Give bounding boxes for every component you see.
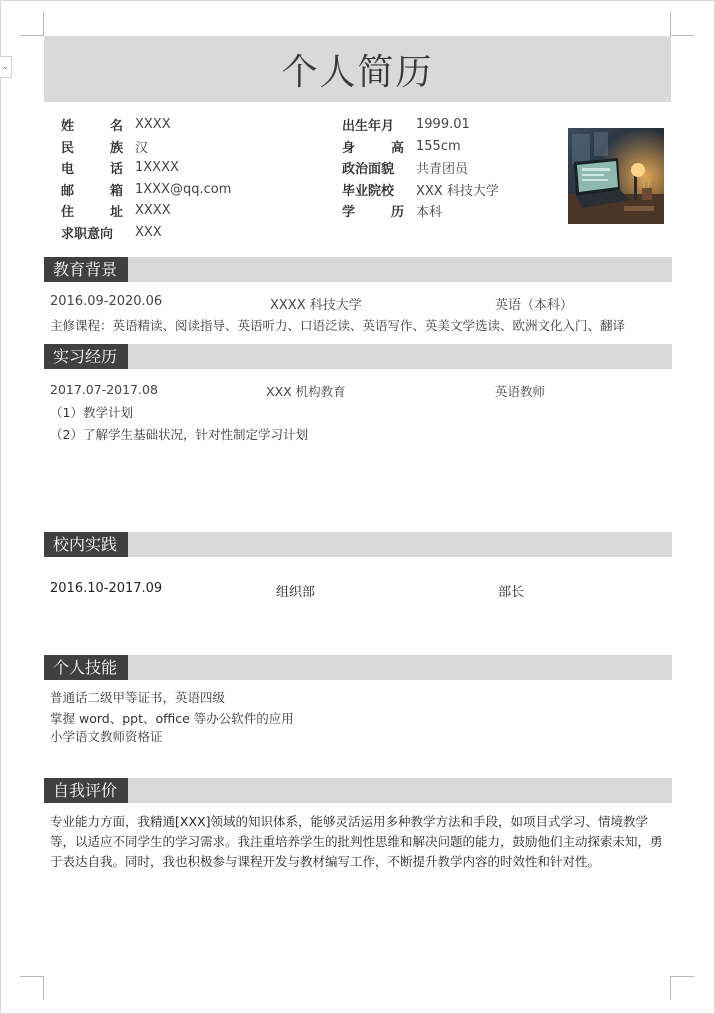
internship-org: XXX 机构教育 — [266, 384, 346, 399]
info-value-political: 共青团员 — [416, 162, 469, 178]
section-campus — [44, 532, 672, 557]
internship-item: （2）了解学生基础状况，针对性制定学习计划 — [50, 427, 308, 442]
internship-period: 2017.07-2017.08 — [50, 382, 158, 397]
info-row-school: 毕业院校 XXX 科技大学 — [342, 179, 499, 201]
info-value-name: XXXX — [135, 117, 171, 133]
section-education — [44, 257, 672, 282]
education-school: XXXX 科技大学 — [270, 298, 362, 313]
info-value-birth: 1999.01 — [416, 117, 470, 133]
section-internship — [44, 344, 672, 369]
skill-item: 普通话二级甲等证书，英语四级 — [50, 690, 226, 705]
info-row-birth: 出生年月 1999.01 — [342, 117, 470, 135]
internship-role: 英语教师 — [495, 384, 546, 399]
section-education-title: 教育背景 — [44, 257, 128, 282]
desk-scene-image — [568, 128, 664, 224]
info-value-height: 155cm — [416, 138, 461, 154]
info-value-email: 1XXX@qq.com — [135, 181, 232, 197]
info-row-height: 身 高 155cm — [342, 138, 461, 156]
info-value-job-intent: XXX — [135, 224, 162, 240]
info-value-address: XXXX — [135, 203, 171, 219]
info-value-school: XXX 科技大学 — [416, 183, 499, 199]
section-self-eval-title: 自我评价 — [44, 778, 128, 803]
campus-period: 2016.10-2017.09 — [50, 581, 163, 596]
resume-title: 个人简历 — [281, 51, 434, 93]
self-eval-text: 专业能力方面，我精通[XXX]领域的知识体系，能够灵活运用多种教学方法和手段，如项目式学习、情境教学等，以适应不同学生的学习需求。我注重培养学生的批判性思维和解决问题的能力，鼓励他们主动探索未知，勇于表达自我。同时，我也积极参与课程开发与教材编写工作，不断提升教学内容的时效性和针对性。 — [50, 814, 663, 869]
section-self-eval — [44, 778, 672, 803]
education-major: 英语（本科） — [495, 298, 574, 313]
campus-org: 组织部 — [276, 585, 316, 600]
skill-item: 小学语文教师资格证 — [50, 729, 163, 744]
info-row-email: 邮 箱 1XXX@qq.com — [61, 181, 232, 199]
info-row-phone: 电 话 1XXXX — [61, 160, 179, 178]
info-row-degree: 学 历 本科 — [342, 200, 499, 222]
personal-info-right — [342, 114, 499, 222]
crop-mark-top-left — [20, 12, 44, 36]
crop-mark-top-right — [670, 12, 694, 36]
info-value-ethnicity: 汉 — [135, 140, 149, 156]
education-courses: 主修课程：英语精读、阅读指导、英语听力、口语泛读、英语写作、英美文学选读、欧洲文化入门、翻译 — [50, 318, 626, 333]
crop-mark-bottom-right — [670, 976, 694, 1000]
education-row — [50, 294, 670, 313]
info-row-name: 姓 名 XXXX — [61, 117, 171, 135]
info-row-address: 住 址 XXXX — [61, 203, 171, 221]
internship-row — [50, 382, 670, 400]
section-campus-title: 校内实践 — [44, 532, 128, 557]
internship-item: （1）教学计划 — [50, 405, 133, 420]
skill-item: 掌握 word、ppt、office 等办公软件的应用 — [50, 711, 294, 726]
section-skills — [44, 655, 672, 680]
crop-mark-bottom-left — [20, 976, 44, 1000]
campus-role: 部长 — [498, 585, 525, 600]
education-period: 2016.09-2020.06 — [50, 294, 163, 309]
chevron-down-icon[interactable]: ⌄ — [0, 56, 12, 78]
info-row-political: 政治面貌 共青团员 — [342, 157, 499, 179]
profile-photo — [568, 128, 664, 224]
info-value-degree: 本科 — [416, 205, 443, 221]
campus-row — [50, 581, 670, 600]
section-internship-title: 实习经历 — [44, 344, 128, 369]
section-skills-title: 个人技能 — [44, 655, 128, 680]
info-row-ethnicity: 民 族 汉 — [61, 136, 231, 158]
personal-info-left — [61, 114, 231, 243]
info-value-phone: 1XXXX — [135, 160, 179, 176]
resume-title-bar — [44, 36, 671, 102]
info-row-job-intent: 求职意向 XXX — [61, 224, 162, 242]
